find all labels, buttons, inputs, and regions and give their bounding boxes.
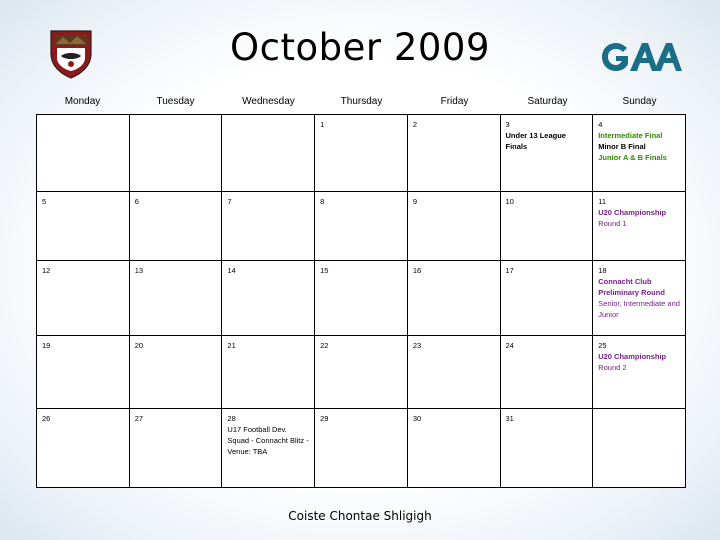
calendar-day-cell[interactable] <box>129 192 222 261</box>
day-number: 11 <box>598 197 607 206</box>
event-text: Junior A & B Finals <box>598 153 667 162</box>
event-text: Minor B Final <box>598 142 646 151</box>
weekday-sunday: Sunday <box>622 96 657 107</box>
calendar-grid <box>36 114 686 488</box>
calendar-day-cell[interactable] <box>407 192 500 261</box>
day-number: 16 <box>412 266 422 275</box>
calendar-day-cell[interactable] <box>407 115 500 192</box>
calendar-day-cell[interactable] <box>129 115 222 192</box>
calendar-day-cell[interactable] <box>37 261 130 336</box>
calendar-day-cell[interactable] <box>500 261 593 336</box>
footer-text: Coiste Chontae Shligigh <box>288 509 432 523</box>
calendar-day-cell[interactable] <box>315 192 408 261</box>
weekday-header-row <box>36 96 686 114</box>
calendar-week-row <box>37 261 686 336</box>
event-text: U17 Football Dev. Squad - Connacht Blitz - Venue: TBA <box>227 425 309 456</box>
calendar-day-cell[interactable] <box>222 115 315 192</box>
day-number: 13 <box>134 266 144 275</box>
day-number: 14 <box>227 266 236 275</box>
calendar-day-cell[interactable] <box>500 115 593 192</box>
day-number: 20 <box>134 341 144 350</box>
calendar-day-cell[interactable] <box>222 409 315 488</box>
day-number: 3 <box>505 120 510 129</box>
calendar-day-cell[interactable] <box>407 336 500 409</box>
day-number: 25 <box>598 341 607 350</box>
day-number: 4 <box>598 120 603 129</box>
weekday-monday: Monday <box>64 96 101 107</box>
calendar-day-cell[interactable] <box>500 409 593 488</box>
calendar-week-row <box>37 115 686 192</box>
calendar-day-cell[interactable] <box>37 115 130 192</box>
page-title: October 2009 <box>230 26 490 69</box>
day-number: 29 <box>320 414 329 423</box>
event-text: Round 1 <box>598 219 627 228</box>
day-number: 15 <box>320 266 329 275</box>
calendar-day-cell[interactable] <box>593 409 686 488</box>
calendar-day-cell[interactable] <box>593 336 686 409</box>
event-text: Senior, Intermediate and Junior <box>598 299 680 319</box>
event-text: U20 Championship <box>598 352 667 361</box>
weekday-tuesday: Tuesday <box>156 96 195 107</box>
calendar-day-cell[interactable] <box>407 261 500 336</box>
event-text: U20 Championship <box>598 208 667 217</box>
calendar-day-cell[interactable] <box>315 336 408 409</box>
day-number: 19 <box>42 341 51 350</box>
calendar-day-cell[interactable] <box>407 409 500 488</box>
day-number: 1 <box>320 120 325 129</box>
calendar-day-cell[interactable] <box>129 336 222 409</box>
day-number: 18 <box>598 266 607 275</box>
calendar-day-cell[interactable] <box>222 192 315 261</box>
day-number: 8 <box>320 197 325 206</box>
weekday-friday: Friday <box>440 96 469 107</box>
calendar-day-cell[interactable] <box>593 115 686 192</box>
event-text: Under 13 League Finals <box>505 131 566 151</box>
calendar-day-cell[interactable] <box>315 115 408 192</box>
calendar-day-cell[interactable] <box>222 261 315 336</box>
calendar-day-cell[interactable] <box>129 261 222 336</box>
day-number: 26 <box>42 414 51 423</box>
day-number: 2 <box>412 120 417 129</box>
day-number: 24 <box>505 341 514 350</box>
day-number: 21 <box>227 341 236 350</box>
calendar-day-cell[interactable] <box>129 409 222 488</box>
calendar-day-cell[interactable] <box>37 409 130 488</box>
weekday-saturday: Saturday <box>527 96 568 107</box>
day-number: 6 <box>134 197 139 206</box>
calendar-week-row <box>37 336 686 409</box>
event-text: Round 2 <box>598 363 627 372</box>
calendar-day-cell[interactable] <box>37 336 130 409</box>
day-number: 9 <box>412 197 417 206</box>
calendar-day-cell[interactable] <box>500 336 593 409</box>
day-number: 27 <box>134 414 144 423</box>
calendar-day-cell[interactable] <box>593 192 686 261</box>
weekday-thursday: Thursday <box>340 96 383 107</box>
calendar-day-cell[interactable] <box>37 192 130 261</box>
calendar-day-cell[interactable] <box>315 409 408 488</box>
day-number: 28 <box>227 414 236 423</box>
calendar-week-row <box>37 192 686 261</box>
day-number: 31 <box>505 414 514 423</box>
day-number: 7 <box>227 197 232 206</box>
event-text: Connacht Club Preliminary Round <box>598 277 665 297</box>
day-number: 10 <box>505 197 514 206</box>
calendar-day-cell[interactable] <box>593 261 686 336</box>
day-number: 22 <box>320 341 329 350</box>
event-text: Intermediate Final <box>598 131 663 140</box>
day-number: 5 <box>42 197 47 206</box>
day-number: 12 <box>42 266 51 275</box>
day-number: 23 <box>412 341 422 350</box>
weekday-wednesday: Wednesday <box>242 96 295 107</box>
day-number: 17 <box>505 266 514 275</box>
calendar-week-row <box>37 409 686 488</box>
calendar-day-cell[interactable] <box>222 336 315 409</box>
calendar-day-cell[interactable] <box>315 261 408 336</box>
calendar-day-cell[interactable] <box>500 192 593 261</box>
day-number: 30 <box>412 414 422 423</box>
